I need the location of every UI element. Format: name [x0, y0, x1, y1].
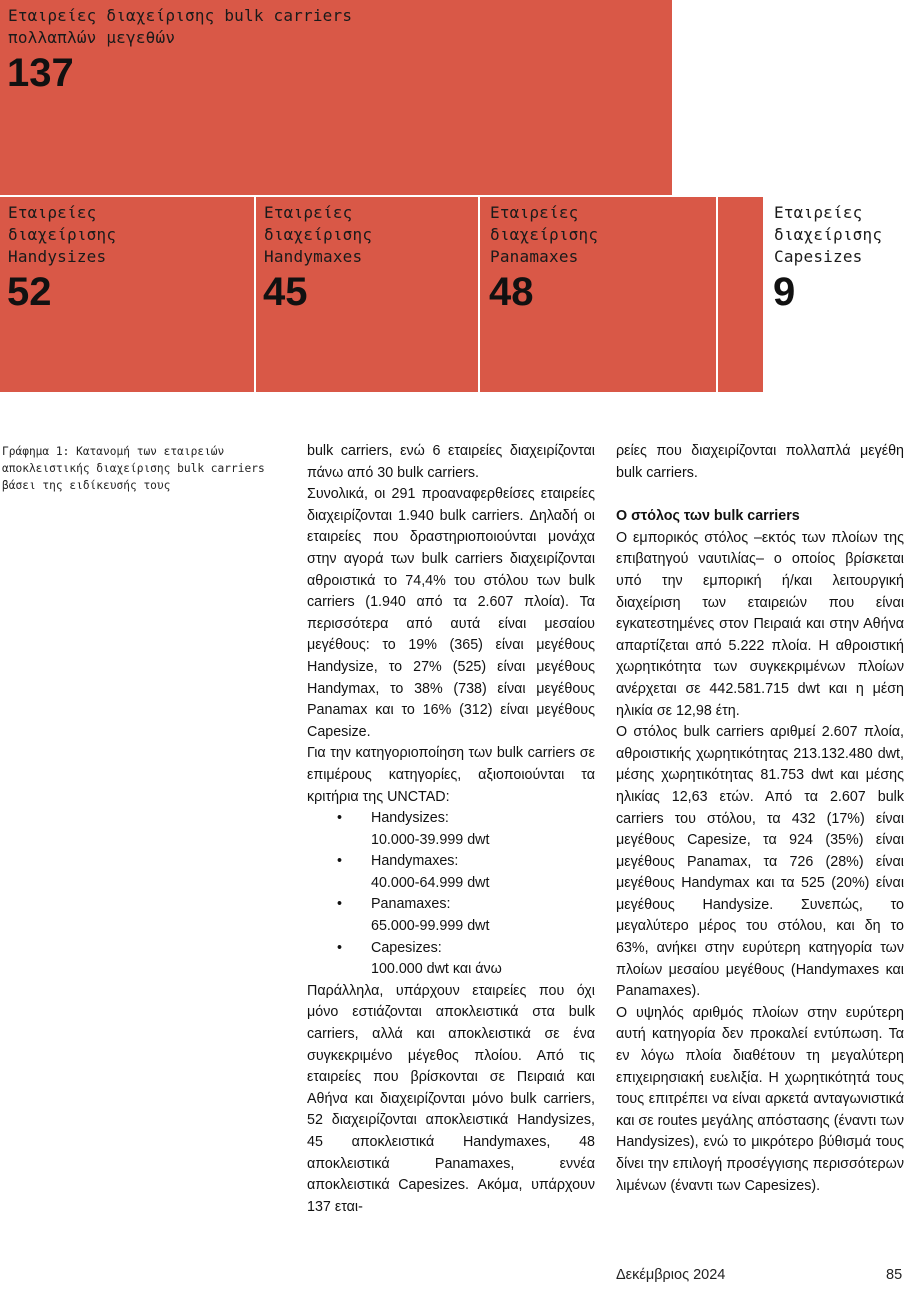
handysize-value: 52: [7, 270, 52, 314]
list-item: • Panamaxes: 65.000-99.999 dwt: [337, 896, 490, 935]
bullet-icon: •: [337, 896, 343, 913]
handymax-label: Εταιρείες διαχείρισης Handymaxes: [264, 203, 373, 266]
paragraph: Για την κατηγοριοποίηση των bulk carriers σε επιμέρους κατηγορίες, αξιοποιούνται τα κριτήρια της UNCTAD:: [307, 745, 595, 805]
bullet-icon: •: [337, 939, 343, 956]
panamax-label: Εταιρείες διαχείρισης Panamaxes: [490, 203, 599, 266]
handymax-value: 45: [263, 270, 308, 314]
capesize-label: Εταιρείες διαχείρισης Capesizes: [774, 203, 883, 266]
list-item: • Handymaxes: 40.000-64.999 dwt: [337, 853, 490, 891]
multi-size-value: 137: [7, 51, 74, 95]
paragraph: ρείες που διαχειρίζονται πολλαπλά μεγέθη bulk carriers.: [616, 443, 904, 481]
paragraph: Ο εμπορικός στόλος –εκτός των πλοίων της επιβατηγού ναυτιλίας– ο οποίος βρίσκεται υπό την εμπορική ή/και λειτουργική διαχείριση των εταιρειών που είναι εγκατεστημένες στον Πειραιά και στην Αθήνα απαρτίζεται από 5.222 πλοία. Η αθροιστική χωρητικότητα των συγκεκριμένων πλοίων ανέρχεται σε 442.581.715 dwt και η μέση ηλικία σε 12,98 έτη.: [616, 529, 904, 719]
figure-caption: Γράφημα 1: Κατανομή των εταιρειών αποκλειστικής διαχείρισης bulk carriers βάσει της ειδίκευσής τους: [2, 445, 265, 492]
section-heading: Ο στόλος των bulk carriers: [616, 508, 800, 525]
text-column-middle: [307, 441, 595, 1218]
paragraph: Συνολικά, οι 291 προαναφερθείσες εταιρείες διαχειρίζονται 1.940 bulk carriers. Δηλαδή οι εταιρείες που δραστηριοποιούνται μονάχα στην αγορά των bulk carriers διαχειρίζονται αθροιστικά το 74,4% του στόλου των bulk carriers (1.940 από τα 2.607 πλοία). Τα περισσότερα από αυτά είναι μεσαίου μεγέθους: το 19% (365) είναι μεγέθους Handysize, το 27% (525) είναι μεγέθους Handymax, το 38% (738) είναι μεγέθους Panamax και το 16% (312) είναι μεγέθους Capesize.: [307, 486, 595, 740]
paragraph: Ο στόλος bulk carriers αριθμεί 2.607 πλοία, αθροιστικής χωρητικότητας 213.132.480 dwt, μέσης χωρητικότητας 81.753 dwt και μέσης ηλικίας 12,63 ετών. Από τα 2.607 bulk carriers του στόλου, τα 432 (17%) είναι μεγέθους Capesize, τα 924 (35%) είναι μεγέθους Panamax, τα 726 (28%) είναι μεγέθους Handymax και τα 525 (20%) είναι μεγέθους Handysize. Συνεπώς, το μεγαλύτερο μέρος του στόλου, και δη το 63%, ανήκει στην ευρύτερη κατηγορία των πλοίων μεσαίου μεγέθους (Handymaxes και Panamaxes).: [616, 724, 904, 1000]
bullet-icon: •: [337, 810, 343, 827]
list-item: • Capesizes: 100.000 dwt και άνω: [337, 939, 502, 978]
list-item: • Handysizes: 10.000-39.999 dwt: [337, 810, 490, 848]
capesize-value: 9: [773, 270, 796, 314]
paragraph: Παράλληλα, υπάρχουν εταιρείες που όχι μόνο εστιάζονται αποκλειστικά στα bulk carriers, αλλά και αποκλειστικά σε ένα συγκεκριμένο μέγεθος πλοίου. Από τις εταιρείες που βρίσκονται σε Πειραιά και Αθήνα και διαχειρίζονται μόνο bulk carriers, 52 διαχειρίζονται αποκλειστικά Handysizes, 45 αποκλειστικά Handymaxes, 48 αποκλειστικά Panamaxes, εννέα αποκλειστικά Capesizes. Ακόμα, υπάρχουν 137 εται-: [307, 982, 595, 1215]
page-number: 85: [886, 1267, 903, 1283]
text-column-right: [616, 441, 904, 1197]
unctad-criteria-list: [307, 808, 595, 981]
paragraph: bulk carriers, ενώ 6 εταιρείες διαχειρίζονται πάνω από 30 bulk carriers.: [307, 443, 595, 481]
footer-date: Δεκέμβριος 2024: [616, 1267, 726, 1283]
paragraph: Ο υψηλός αριθμός πλοίων στην ευρύτερη αυτή κατηγορία δεν προκαλεί εντύπωση. Τα εν λόγω πλοία διαθέτουν τη μεγαλύτερη επιχειρησιακή ευελιξία. Η χωρητικότητά τους τους επιτρέπει να είναι αρκετά ανταγωνιστικά και σε routes μεγάλης απόστασης (έναντι των Handysizes), ενώ το μικρότερο βύθισμά τους δίνει την επιλογή προσέγγισης περισσότερων λιμένων (έναντι των Capesizes).: [616, 1004, 904, 1194]
multi-size-label: Εταιρείες διαχείρισης bulk carriers πολλαπλών μεγεθών: [8, 6, 353, 47]
bullet-icon: •: [337, 853, 343, 870]
block-capesize: [718, 197, 763, 392]
panamax-value: 48: [489, 270, 534, 314]
handysize-label: Εταιρείες διαχείρισης Handysizes: [8, 203, 117, 266]
